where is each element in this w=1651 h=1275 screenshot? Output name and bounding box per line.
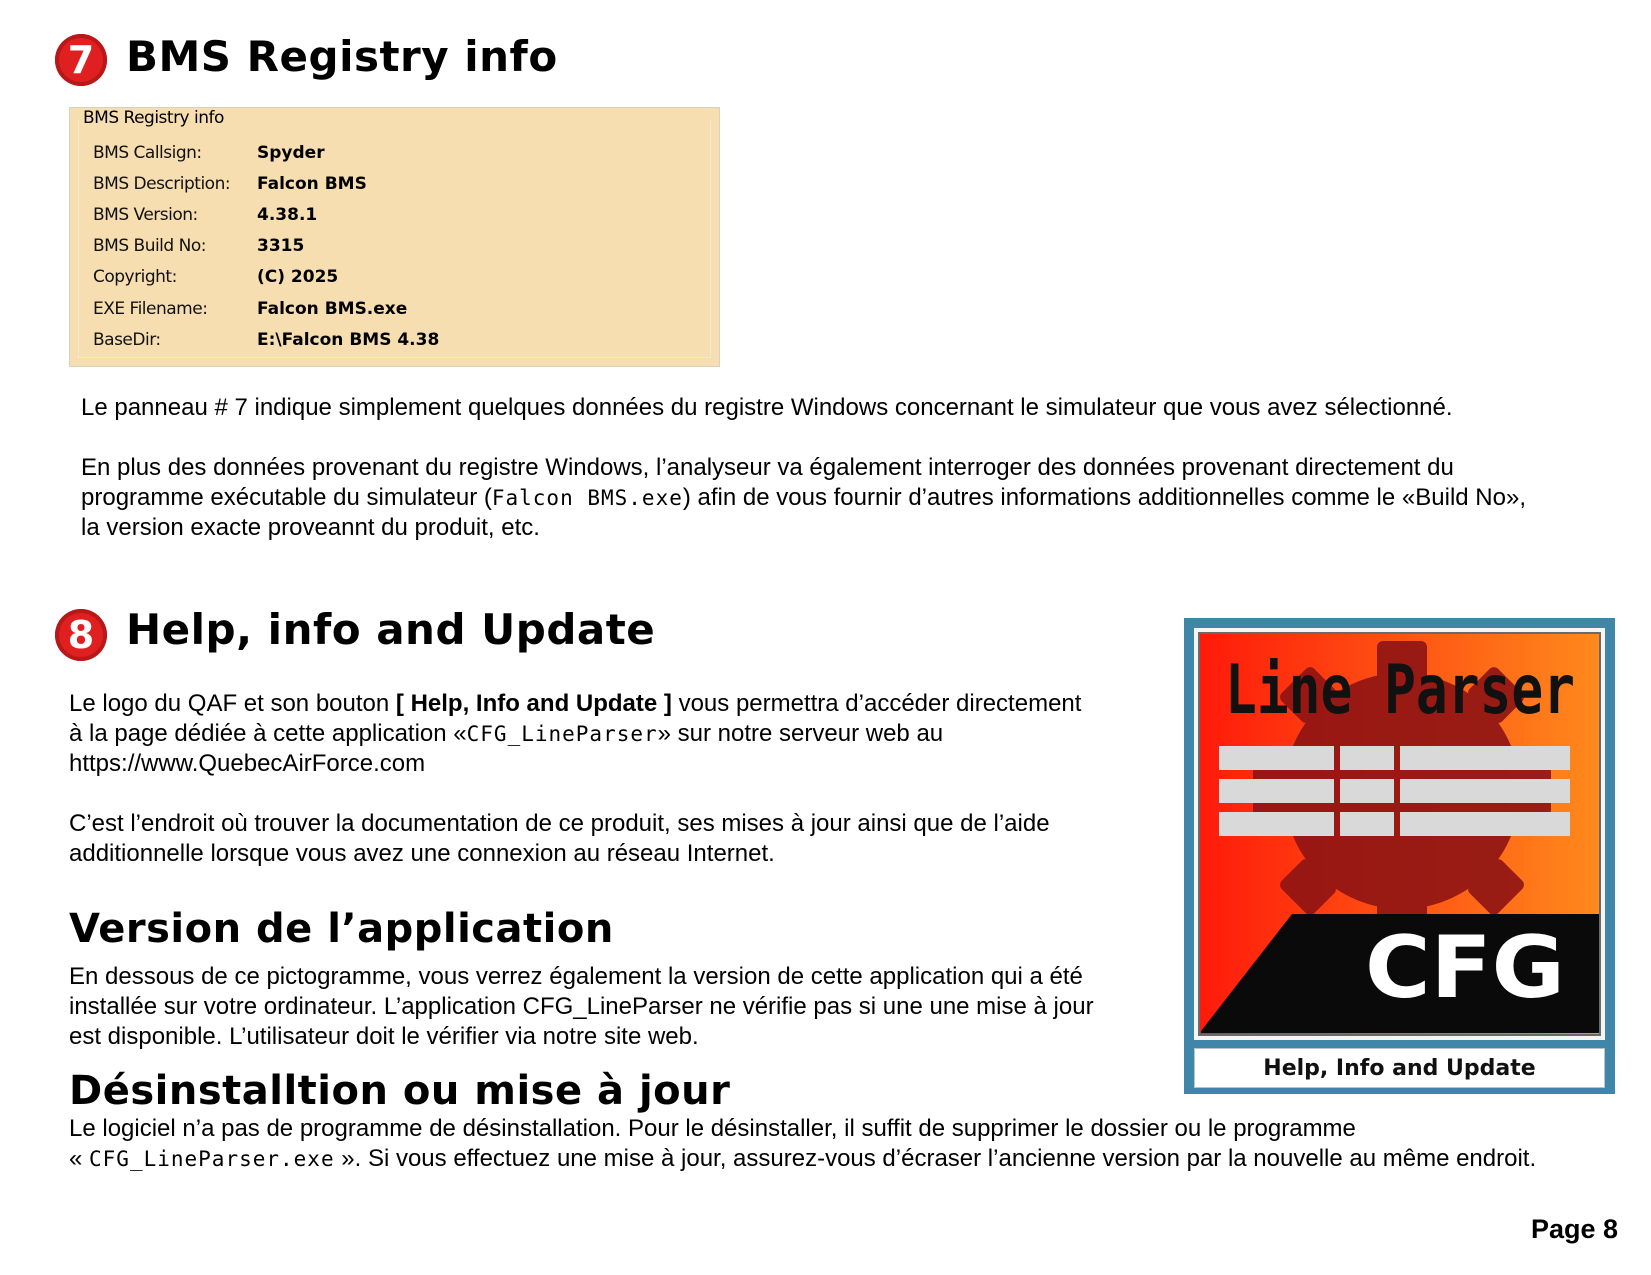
text-line: est disponible. L’utilisateur doit le vérifier via notre site web.: [69, 1023, 699, 1050]
text-span: ) afin de vous fournir d’autres informations additionnelles comme le «Build No»,: [682, 484, 1526, 511]
registry-label: Copyright:: [93, 267, 177, 287]
section-7-paragraph-1: [81, 393, 1453, 423]
line-parser-logo[interactable]: [1194, 628, 1605, 1040]
logo-cfg-text: CFG: [1365, 918, 1565, 1018]
text-span: vous permettra d’accéder directement: [671, 690, 1082, 717]
registry-label: BMS Description:: [93, 174, 231, 194]
section-8-badge: 8: [55, 609, 107, 661]
registry-value: Falcon BMS.exe: [257, 299, 408, 319]
text-line: [69, 1144, 1536, 1174]
code-app-name: CFG_LineParser: [466, 722, 658, 746]
registry-panel-legend: BMS Registry info: [83, 108, 224, 128]
section-8-paragraph-2: [69, 809, 1050, 869]
text-line: additionnelle lorsque vous avez une connexion au réseau Internet.: [69, 840, 775, 867]
section-7-title: BMS Registry info: [126, 32, 558, 81]
registry-value: Falcon BMS: [257, 174, 367, 194]
section-7-badge: 7: [55, 34, 107, 86]
text-span: ». Si vous effectuez une mise à jour, assurez-vous d’écraser l’ancienne version par la nouvelle au même endroit.: [334, 1145, 1537, 1172]
text-line: [69, 689, 1081, 719]
text-line: [81, 483, 1526, 513]
section-8-title: Help, info and Update: [126, 605, 656, 654]
button-reference: [ Help, Info and Update ]: [395, 690, 672, 717]
text-span: «: [69, 1145, 90, 1172]
text-line: En dessous de ce pictogramme, vous verrez également la version de cette application qui a été: [69, 963, 1083, 990]
line-parser-logo-frame: [1184, 618, 1615, 1094]
page-number: Page 8: [1530, 1214, 1618, 1244]
text-line: Le logiciel n’a pas de programme de désinstallation. Pour le désinstaller, il suffit de supprimer le dossier ou le programme: [69, 1115, 1356, 1142]
registry-value: Spyder: [257, 143, 325, 163]
registry-label: BaseDir:: [93, 330, 161, 350]
registry-panel: [69, 107, 720, 367]
uninstall-title: Désinstalltion ou mise à jour: [69, 1068, 731, 1114]
registry-value: E:\Falcon BMS 4.38: [257, 330, 440, 350]
text-span: programme exécutable du simulateur (: [81, 484, 492, 511]
text-span: Le logo du QAF et son bouton: [69, 690, 396, 717]
registry-value: (C) 2025: [257, 267, 339, 287]
registry-value: 4.38.1: [257, 205, 318, 225]
uninstall-paragraph: [69, 1114, 1536, 1174]
version-title: Version de l’application: [69, 906, 614, 952]
registry-label: BMS Build No:: [93, 236, 206, 256]
help-info-update-button[interactable]: Help, Info and Update: [1194, 1048, 1605, 1088]
text-line: Le panneau # 7 indique simplement quelques données du registre Windows concernant le simulateur que vous avez sélectionné.: [81, 394, 1453, 421]
text-line: installée sur votre ordinateur. L’application CFG_LineParser ne vérifie pas si une une mise à jour: [69, 993, 1094, 1020]
section-7-paragraph-2: [81, 453, 1526, 543]
text-span: » sur notre serveur web au: [657, 720, 944, 747]
registry-label: BMS Callsign:: [93, 143, 202, 163]
logo-title: Line Parser: [1225, 651, 1575, 730]
code-exe-name: CFG_LineParser.exe: [89, 1147, 335, 1171]
text-span: à la page dédiée à cette application «: [69, 720, 467, 747]
version-paragraph: [69, 962, 1094, 1052]
line-parser-logo-graphic: [1197, 631, 1602, 1037]
section-8-paragraph-1: [69, 689, 1081, 779]
text-line: la version exacte proveannt du produit, etc.: [81, 514, 540, 541]
website-url: https://www.QuebecAirForce.com: [69, 750, 426, 777]
code-filename: Falcon BMS.exe: [491, 486, 683, 510]
registry-label: BMS Version:: [93, 205, 198, 225]
text-line: C’est l’endroit où trouver la documentation de ce produit, ses mises à jour ainsi que de l’aide: [69, 810, 1050, 837]
registry-value: 3315: [257, 236, 305, 256]
text-line: [69, 719, 1081, 749]
registry-label: EXE Filename:: [93, 299, 208, 319]
text-line: En plus des données provenant du registre Windows, l’analyseur va également interroger des données provenant directement du: [81, 454, 1454, 481]
